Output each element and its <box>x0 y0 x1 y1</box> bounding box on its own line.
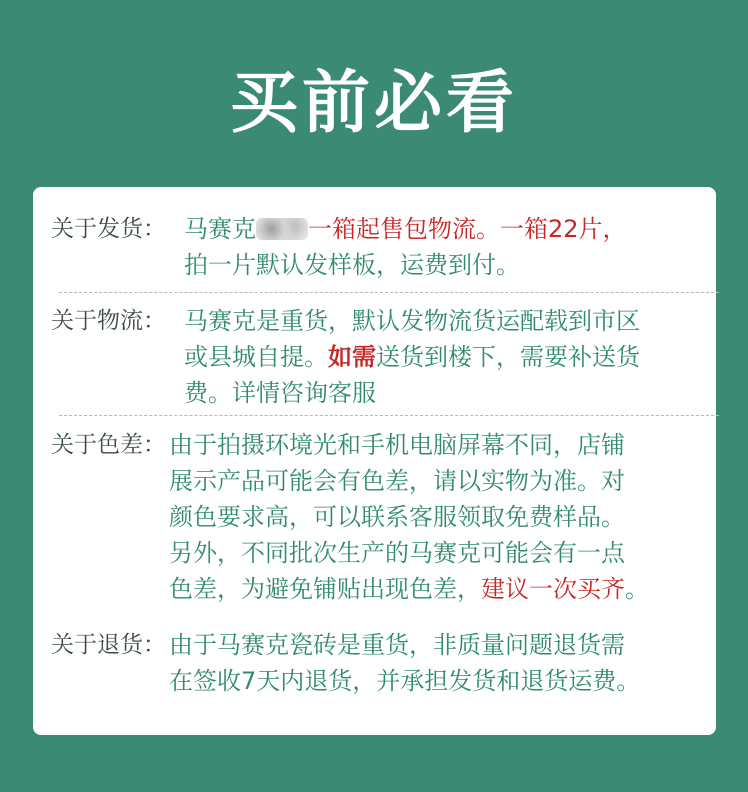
text-segment: 送货到楼下，需要补送货 <box>376 343 640 371</box>
section-label: 关于发货： <box>51 216 166 242</box>
section-label: 关于物流： <box>51 308 166 334</box>
page-title: 买前必看 <box>229 64 518 143</box>
text-line: 展示产品可能会有色差，请以实物为准。对 <box>169 467 625 495</box>
divider <box>59 415 719 416</box>
text-line: 由于拍摄环境光和手机电脑屏幕不同，店铺 <box>169 431 625 459</box>
highlight-text: 如需 <box>328 343 376 371</box>
section-label: 关于色差： <box>51 432 166 458</box>
text-line: 由于马赛克瓷砖是重货，非质量问题退货需 <box>169 631 625 659</box>
text-line <box>184 339 640 375</box>
text-segment: 马赛克 <box>184 215 256 243</box>
text-line: 费。详情咨询客服 <box>184 379 376 407</box>
highlight-text: 。一箱 <box>476 215 548 243</box>
text-line: 拍一片默认发样板，运费到付。 <box>184 251 520 279</box>
blurred-brand-image <box>256 218 308 240</box>
section-label: 关于退货： <box>51 632 166 658</box>
text-line: 颜色要求高，可以联系客服领取免费样品。 <box>169 503 625 531</box>
text-line <box>184 211 627 247</box>
divider <box>59 292 719 293</box>
highlight-text: 22片， <box>548 215 627 243</box>
text-segment: 色差，为避免铺贴出现色差， <box>169 575 481 603</box>
text-segment: 或县城自提。 <box>184 343 328 371</box>
text-line: 在签收7天内退货，并承担发货和退货运费。 <box>169 667 641 695</box>
highlight-text: 一箱起售包物流 <box>308 215 476 243</box>
text-segment: 。 <box>625 575 649 603</box>
text-line <box>169 571 649 607</box>
text-line: 马赛克是重货，默认发物流货运配载到市区 <box>184 307 640 335</box>
notice-card <box>33 187 716 735</box>
highlight-text: 建议一次买齐 <box>481 575 625 603</box>
text-line: 另外，不同批次生产的马赛克可能会有一点 <box>169 539 625 567</box>
